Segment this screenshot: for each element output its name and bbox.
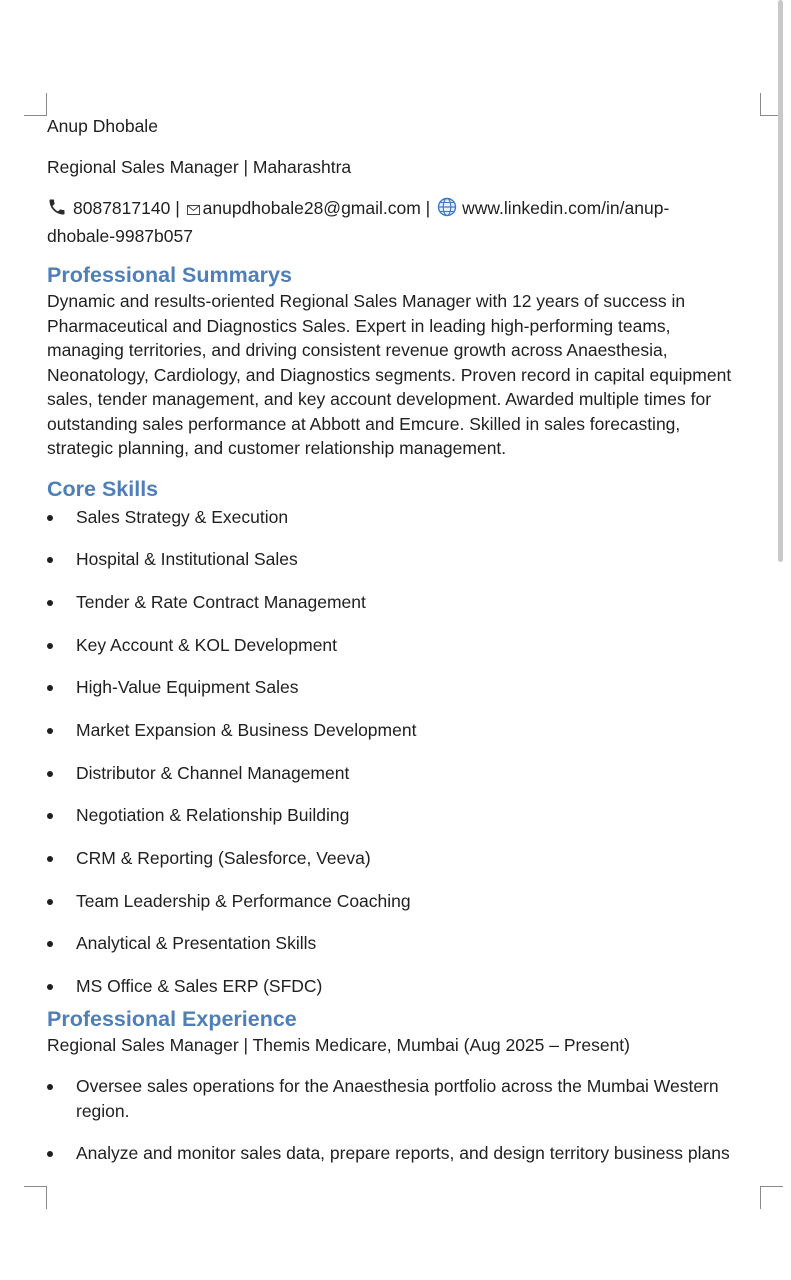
linkedin-url-continued[interactable]: dhobale-9987b057 [47,225,193,246]
skill-item [47,761,762,786]
skill-label: Team Leadership & Performance Coaching [76,890,411,911]
skill-label: Tender & Rate Contract Management [76,591,366,612]
skill-item [47,803,762,828]
bullet-icon [47,557,53,563]
summary-line: Dynamic and results-oriented Regional Sales Manager with 12 years of success in [47,291,686,311]
linkedin-url[interactable]: www.linkedin.com/in/anup- [462,198,670,218]
skills-heading: Core Skills [47,476,159,501]
skill-label: Analytical & Presentation Skills [76,933,317,954]
bullet-icon [47,771,53,777]
summary-heading: Professional Summarys [47,263,292,287]
bullet-icon [47,941,53,947]
skill-label: Distributor & Channel Management [76,762,350,783]
bullet-icon [47,813,53,819]
skill-label: Sales Strategy & Execution [76,506,289,527]
bullet-icon [47,984,53,990]
skill-label: Key Account & KOL Development [76,634,338,655]
skill-label: CRM & Reporting (Salesforce, Veeva) [76,848,371,868]
bullet-icon [47,856,53,862]
skill-label: Hospital & Institutional Sales [76,549,298,570]
experience-item [47,1141,762,1166]
envelope-icon [187,197,200,222]
skill-item [47,931,762,956]
summary-line: outstanding sales performance at Abbott and Emcure. Skilled in sales forecasting, [47,413,681,434]
skill-item [47,846,762,871]
bullet-icon [47,515,53,521]
bullet-icon [47,728,53,734]
contact-line [47,196,762,248]
skill-item [47,547,762,572]
skill-label: Market Expansion & Business Development [76,719,417,740]
globe-icon [437,197,457,224]
experience-text-continued: region. [76,1100,130,1121]
skill-item [47,590,762,615]
skill-item [47,974,762,999]
summary-line: Pharmaceutical and Diagnostics Sales. Expert in leading high-performing teams, [47,315,671,336]
vertical-scrollbar[interactable] [778,0,783,562]
skill-item [47,505,762,530]
crop-mark-bottom-left [24,1186,47,1209]
experience-list [47,1074,762,1166]
skill-label: MS Office & Sales ERP (SFDC) [76,976,323,997]
bullet-icon [47,600,53,606]
resume-content [47,114,762,1184]
summary-line: strategic planning, and customer relationship management. [47,438,507,458]
experience-text: Analyze and monitor sales data, prepare reports, and design territory business plans [76,1143,730,1164]
experience-text: Oversee sales operations for the Anaesthesia portfolio across the Mumbai Western [76,1076,719,1097]
job-title: Regional Sales Manager | Themis Medicare, Mumbai (Aug 2025 – Present) [47,1034,630,1055]
phone-icon [47,197,67,224]
bullet-icon [47,899,53,905]
skill-item [47,633,762,658]
summary-paragraph [47,289,762,461]
candidate-role: Regional Sales Manager | Maharashtra [47,157,352,177]
summary-line: Neonatology, Cardiology, and Diagnostics segments. Proven record in capital equipment [47,364,732,385]
bullet-icon [47,1084,53,1090]
summary-line: sales, tender management, and key account development. Awarded multiple times for [47,389,712,409]
candidate-name: Anup Dhobale [47,116,158,136]
email-address[interactable]: anupdhobale28@gmail.com | [202,198,431,218]
bullet-icon [47,685,53,691]
skill-label: Negotiation & Relationship Building [76,805,350,826]
bullet-icon [47,1151,53,1157]
skill-item [47,718,762,743]
crop-mark-top-left [24,93,47,116]
experience-heading: Professional Experience [47,1006,297,1031]
summary-line: managing territories, and driving consistent revenue growth across Anaesthesia, [47,340,668,360]
bullet-icon [47,643,53,649]
skills-list [47,505,762,999]
experience-item [47,1074,762,1123]
skill-label: High-Value Equipment Sales [76,677,299,698]
crop-mark-bottom-right [760,1186,783,1209]
skill-item [47,675,762,700]
skill-item [47,889,762,914]
phone-number[interactable]: 8087817140 | [73,198,180,218]
